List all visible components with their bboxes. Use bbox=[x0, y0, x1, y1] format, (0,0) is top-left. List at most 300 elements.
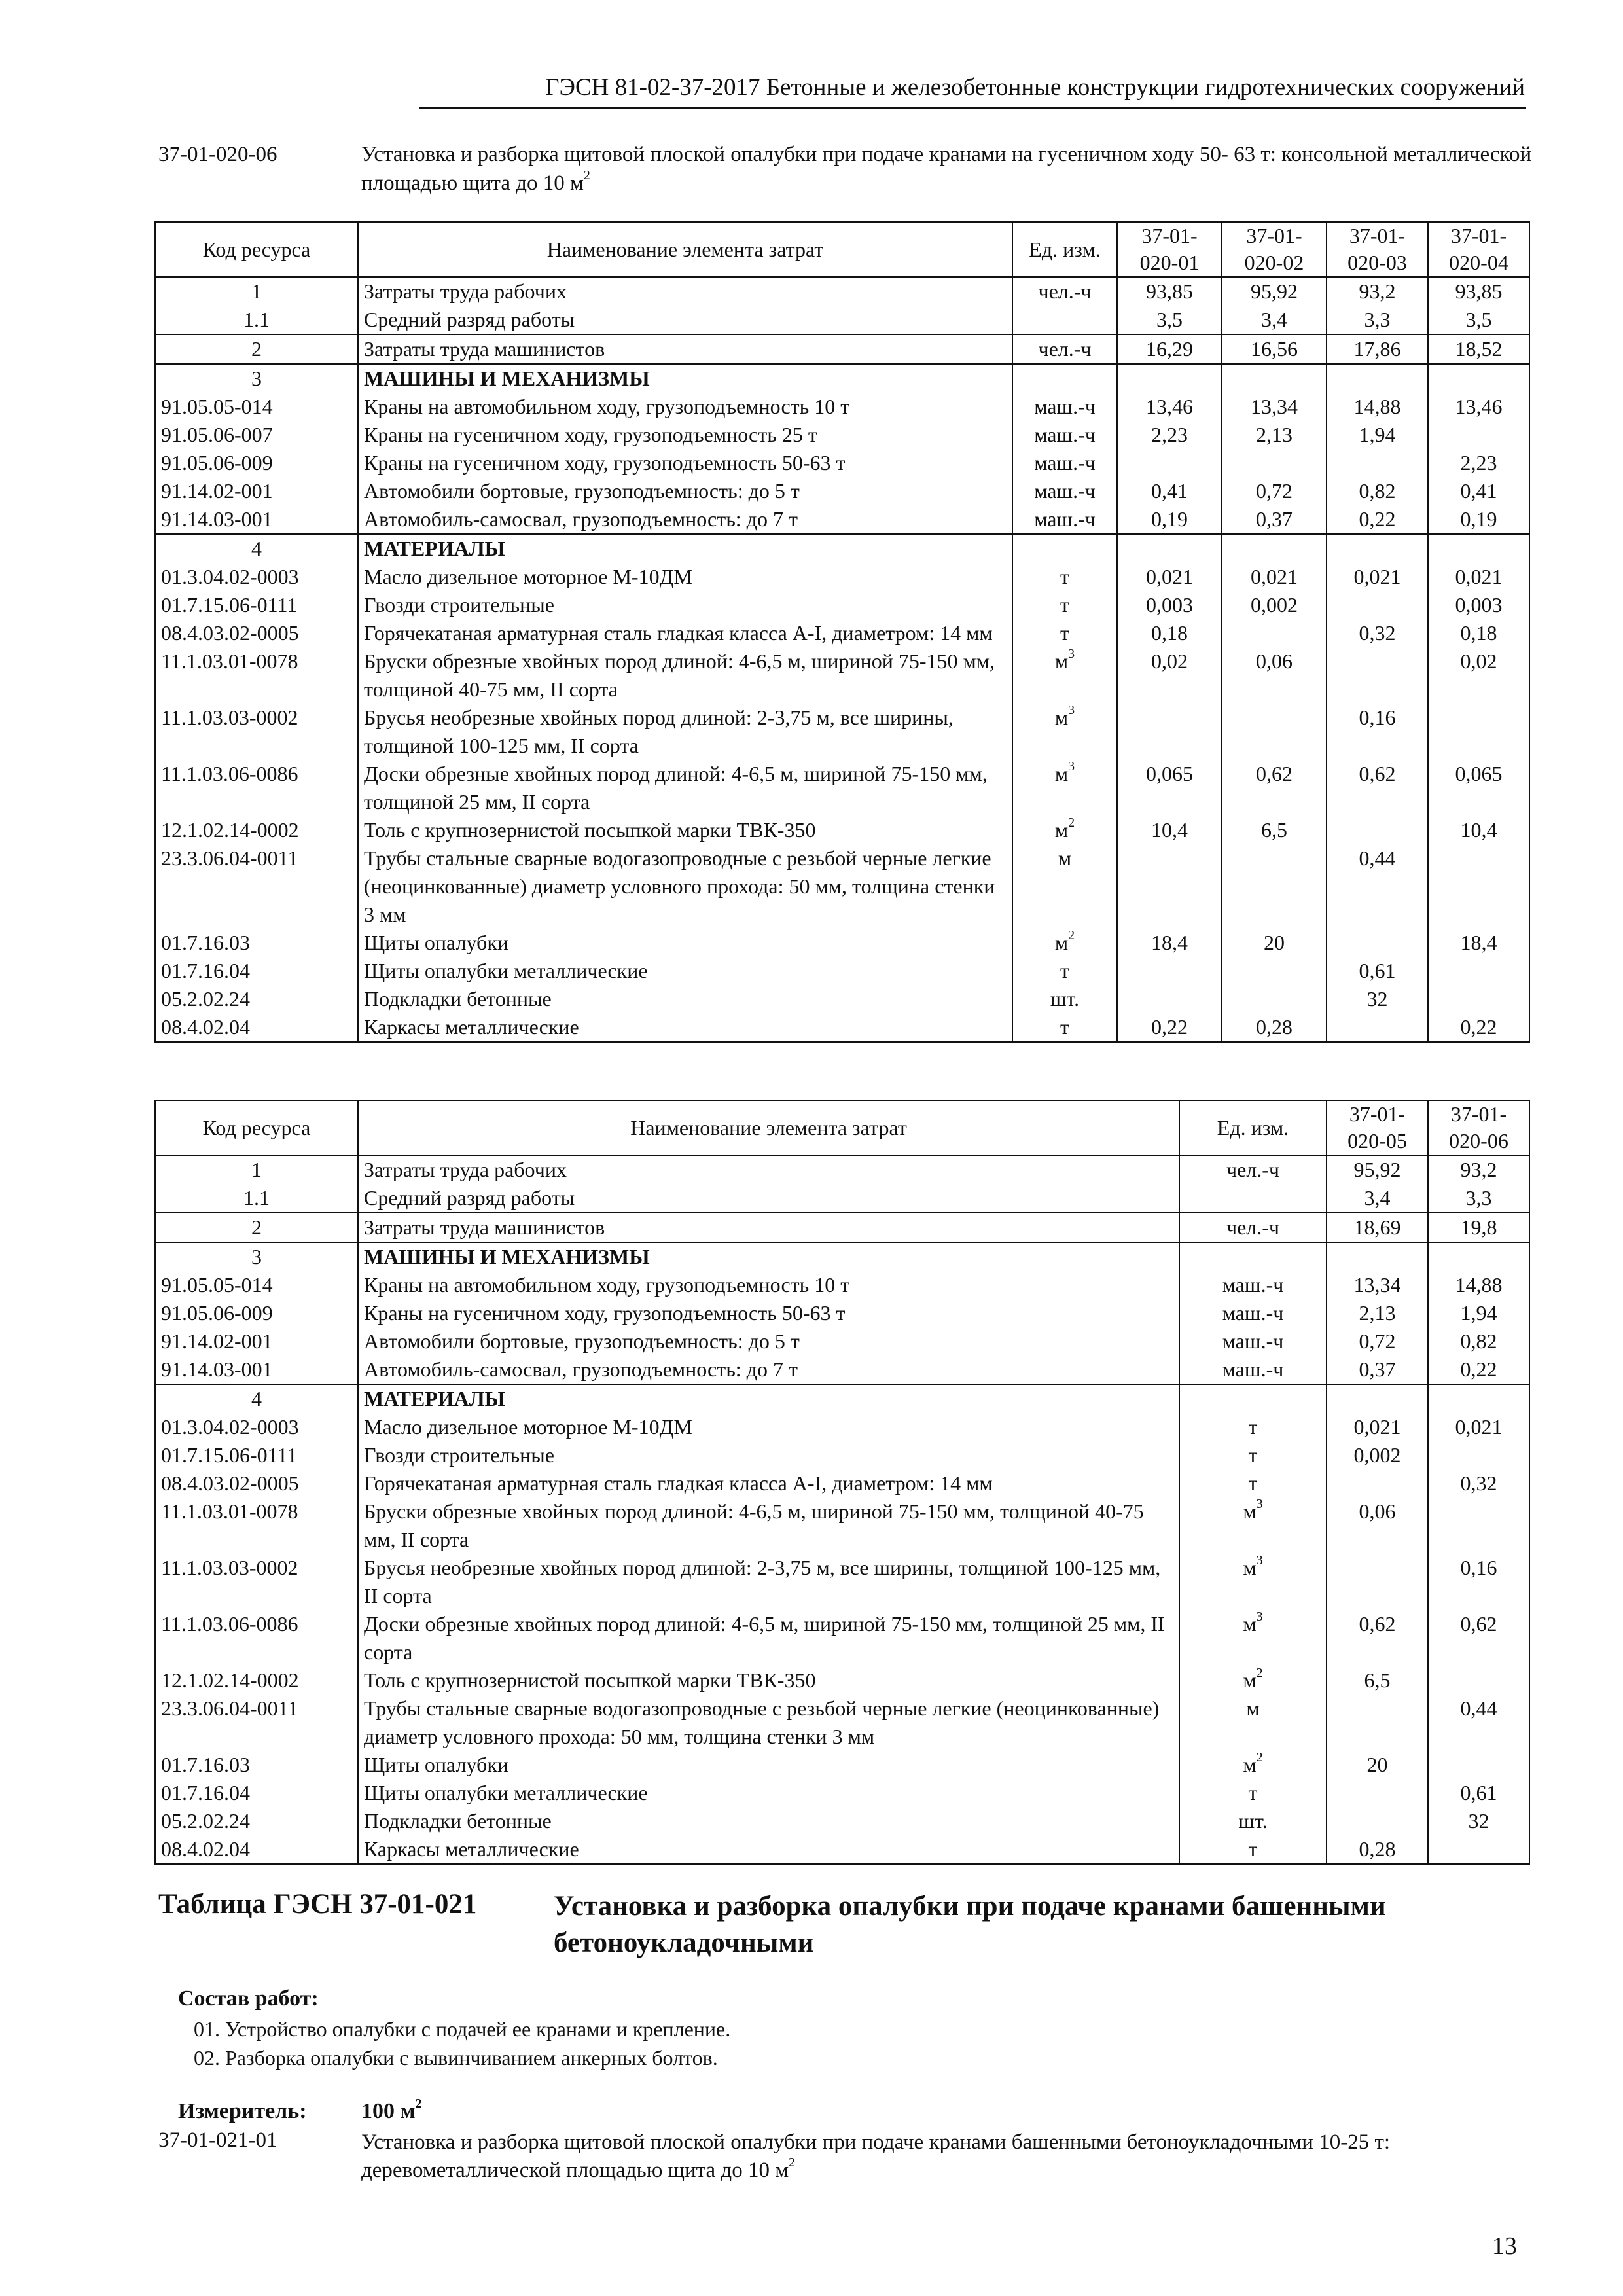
cell-value: 10,4 bbox=[1428, 816, 1529, 844]
unit-text: маш.-ч bbox=[1034, 451, 1096, 475]
cell-name: Затраты труда рабочих bbox=[358, 277, 1012, 306]
cell-unit bbox=[1012, 421, 1117, 449]
cell-code: 05.2.02.24 bbox=[155, 985, 358, 1013]
cell-name: Брусья необрезные хвойных пород длиной: 2-3,75 м, все ширины, толщиной 100-125 мм, II сорта bbox=[358, 1554, 1179, 1610]
header-name: Наименование элемента затрат bbox=[358, 1100, 1179, 1155]
unit-text: маш.-ч bbox=[1034, 479, 1096, 503]
cell-name: Горячекатаная арматурная сталь гладкая класса А-I, диаметром: 14 мм bbox=[358, 1469, 1179, 1498]
cell-value bbox=[1428, 957, 1529, 985]
cell-value: 0,22 bbox=[1327, 505, 1428, 534]
cell-name: Бруски обрезные хвойных пород длиной: 4-6,5 м, шириной 75-150 мм, толщиной 40-75 мм, II сорта bbox=[358, 1498, 1179, 1554]
table-header-row bbox=[155, 1100, 1529, 1155]
cell-value: 3,5 bbox=[1428, 306, 1529, 334]
cell-value: 13,46 bbox=[1428, 393, 1529, 421]
cell-code: 11.1.03.06-0086 bbox=[155, 760, 358, 816]
meter-value-text: 100 м bbox=[361, 2099, 416, 2123]
norm-code: 37-01-021-01 bbox=[158, 2128, 277, 2152]
cell-value bbox=[1222, 704, 1327, 760]
cell-name: Автомобили бортовые, грузоподъемность: до 5 т bbox=[358, 1327, 1179, 1355]
cell-unit bbox=[1012, 534, 1117, 563]
cell-value bbox=[1327, 1807, 1428, 1835]
unit-text: т bbox=[1248, 1781, 1258, 1804]
cell-value bbox=[1428, 1666, 1529, 1695]
cell-value: 10,4 bbox=[1117, 816, 1222, 844]
cell-value: 0,002 bbox=[1222, 591, 1327, 619]
cell-value bbox=[1327, 1554, 1428, 1610]
cell-value bbox=[1428, 1835, 1529, 1864]
cell-name: Автомобиль-самосвал, грузоподъемность: до 7 т bbox=[358, 505, 1012, 534]
cell-unit bbox=[1012, 277, 1117, 306]
cell-value: 3,3 bbox=[1327, 306, 1428, 334]
cell-value: 95,92 bbox=[1222, 277, 1327, 306]
works-list bbox=[194, 2015, 730, 2072]
table-row bbox=[155, 1242, 1529, 1271]
unit-text: м bbox=[1054, 931, 1069, 954]
cell-unit bbox=[1179, 1184, 1327, 1213]
cell-code: 23.3.06.04-0011 bbox=[155, 844, 358, 929]
table-row bbox=[155, 1213, 1529, 1242]
unit-text: маш.-ч bbox=[1034, 423, 1096, 446]
cell-unit bbox=[1012, 334, 1117, 364]
cell-value bbox=[1327, 816, 1428, 844]
cell-unit bbox=[1179, 1554, 1327, 1610]
table-row bbox=[155, 1299, 1529, 1327]
cell-value bbox=[1327, 647, 1428, 704]
cell-value: 6,5 bbox=[1222, 816, 1327, 844]
cell-value: 13,46 bbox=[1117, 393, 1222, 421]
unit-text: т bbox=[1248, 1837, 1258, 1861]
unit-text: м bbox=[1058, 846, 1072, 870]
cell-value bbox=[1117, 985, 1222, 1013]
cell-name bbox=[358, 364, 1012, 393]
cell-value: 0,06 bbox=[1222, 647, 1327, 704]
cell-value: 3,4 bbox=[1222, 306, 1327, 334]
cell-unit bbox=[1012, 760, 1117, 816]
table-row bbox=[155, 1666, 1529, 1695]
cell-name: Краны на автомобильном ходу, грузоподъемность 10 т bbox=[358, 393, 1012, 421]
unit-sup: 3 bbox=[1068, 703, 1075, 718]
cell-value: 0,18 bbox=[1117, 619, 1222, 647]
cell-code: 91.05.06-009 bbox=[155, 1299, 358, 1327]
works-label: Состав работ: bbox=[178, 1986, 319, 2011]
unit-text: т bbox=[1248, 1471, 1258, 1495]
cell-value: 0,021 bbox=[1117, 563, 1222, 591]
unit-text: т bbox=[1248, 1443, 1258, 1467]
cell-name: Бруски обрезные хвойных пород длиной: 4-6,5 м, шириной 75-150 мм, толщиной 40-75 мм, II сорта bbox=[358, 647, 1012, 704]
table-row bbox=[155, 563, 1529, 591]
cell-code: 11.1.03.01-0078 bbox=[155, 647, 358, 704]
cell-unit bbox=[1012, 306, 1117, 334]
cell-value bbox=[1327, 591, 1428, 619]
cell-value: 95,92 bbox=[1327, 1155, 1428, 1184]
cell-unit bbox=[1179, 1441, 1327, 1469]
cell-name: Брусья необрезные хвойных пород длиной: 2-3,75 м, все ширины, толщиной 100-125 мм, II сорта bbox=[358, 704, 1012, 760]
cell-unit bbox=[1012, 704, 1117, 760]
cell-value: 0,02 bbox=[1428, 647, 1529, 704]
cell-value bbox=[1327, 364, 1428, 393]
cell-name: Затраты труда рабочих bbox=[358, 1155, 1179, 1184]
unit-text: чел.-ч bbox=[1226, 1158, 1279, 1181]
header-col-1: 37-01-020-05 bbox=[1327, 1100, 1428, 1155]
cell-value bbox=[1428, 1384, 1529, 1413]
cell-value: 0,61 bbox=[1327, 957, 1428, 985]
cell-value: 0,16 bbox=[1327, 704, 1428, 760]
norm-description bbox=[361, 2128, 1533, 2185]
cell-name: Щиты опалубки bbox=[358, 1751, 1179, 1779]
unit-text: чел.-ч bbox=[1226, 1215, 1279, 1239]
cell-unit bbox=[1179, 1384, 1327, 1413]
cell-name bbox=[358, 534, 1012, 563]
cell-code: 91.14.02-001 bbox=[155, 1327, 358, 1355]
cell-name: Трубы стальные сварные водогазопроводные с резьбой черные легкие (неоцинкованные) диаметр условного прохода: 50 мм, толщина стенки 3 мм bbox=[358, 844, 1012, 929]
cell-unit bbox=[1179, 1355, 1327, 1384]
table-header-row bbox=[155, 222, 1529, 277]
cell-value bbox=[1222, 449, 1327, 477]
cell-unit bbox=[1179, 1610, 1327, 1666]
cell-name: Средний разряд работы bbox=[358, 1184, 1179, 1213]
cell-unit bbox=[1179, 1271, 1327, 1299]
unit-text: т bbox=[1060, 593, 1069, 617]
cell-unit bbox=[1179, 1779, 1327, 1807]
table-row bbox=[155, 364, 1529, 393]
header-rule bbox=[419, 107, 1526, 109]
cell-value bbox=[1117, 704, 1222, 760]
cell-value: 0,021 bbox=[1327, 563, 1428, 591]
intro-description-text: Установка и разборка щитовой плоской опалубки при подаче кранами на гусеничном ходу 50- 63 т: консольной металлической площадью щита до 10 м bbox=[361, 143, 1532, 195]
cell-value: 0,72 bbox=[1222, 477, 1327, 505]
table-row bbox=[155, 477, 1529, 505]
table-row bbox=[155, 1441, 1529, 1469]
unit-text: маш.-ч bbox=[1034, 395, 1096, 418]
unit-text: м bbox=[1246, 1696, 1260, 1720]
cell-value bbox=[1327, 1695, 1428, 1751]
cell-unit bbox=[1179, 1327, 1327, 1355]
cell-name: Затраты труда машинистов bbox=[358, 1213, 1179, 1242]
works-item: 02. Разборка опалубки с вывинчиванием анкерных болтов. bbox=[194, 2046, 718, 2070]
works-item: 01. Устройство опалубки с подачей ее кранами и крепление. bbox=[194, 2017, 731, 2041]
intro-description bbox=[361, 140, 1533, 198]
cell-code: 3 bbox=[155, 1242, 358, 1271]
table-row bbox=[155, 1779, 1529, 1807]
cell-value: 0,32 bbox=[1327, 619, 1428, 647]
cell-code: 08.4.02.04 bbox=[155, 1013, 358, 1042]
cell-name: Автомобиль-самосвал, грузоподъемность: до 7 т bbox=[358, 1355, 1179, 1384]
cell-value bbox=[1117, 364, 1222, 393]
table-row bbox=[155, 704, 1529, 760]
cell-value bbox=[1428, 534, 1529, 563]
unit-text: м bbox=[1054, 706, 1069, 729]
cell-name: Затраты труда машинистов bbox=[358, 334, 1012, 364]
unit-text: маш.-ч bbox=[1222, 1273, 1284, 1297]
cell-value: 16,29 bbox=[1117, 334, 1222, 364]
table-row bbox=[155, 1013, 1529, 1042]
unit-text: т bbox=[1060, 621, 1069, 645]
cell-value: 0,82 bbox=[1428, 1327, 1529, 1355]
cell-code: 1.1 bbox=[155, 306, 358, 334]
cell-value: 3,4 bbox=[1327, 1184, 1428, 1213]
cell-value: 0,44 bbox=[1327, 844, 1428, 929]
header-unit: Ед. изм. bbox=[1012, 222, 1117, 277]
norm-description-sup: 2 bbox=[789, 2155, 796, 2170]
cell-value: 0,62 bbox=[1428, 1610, 1529, 1666]
cell-name: Каркасы металлические bbox=[358, 1013, 1012, 1042]
cell-value: 20 bbox=[1222, 929, 1327, 957]
cell-name: Краны на автомобильном ходу, грузоподъемность 10 т bbox=[358, 1271, 1179, 1299]
cell-value bbox=[1222, 844, 1327, 929]
unit-sup: 3 bbox=[1068, 647, 1075, 662]
cell-name: Подкладки бетонные bbox=[358, 1807, 1179, 1835]
cell-value bbox=[1327, 1384, 1428, 1413]
cell-unit bbox=[1012, 844, 1117, 929]
section-title: Установка и разборка опалубки при подаче кранами башенными бетоноукладочными bbox=[554, 1891, 1386, 1958]
section-heading: МАШИНЫ И МЕХАНИЗМЫ bbox=[364, 1245, 650, 1268]
cell-code: 01.7.16.03 bbox=[155, 929, 358, 957]
table-row bbox=[155, 1155, 1529, 1184]
cell-value: 93,85 bbox=[1117, 277, 1222, 306]
cell-unit bbox=[1012, 477, 1117, 505]
meter-value-sup: 2 bbox=[415, 2096, 422, 2111]
cell-unit bbox=[1012, 985, 1117, 1013]
cell-value bbox=[1222, 619, 1327, 647]
cell-value: 0,22 bbox=[1117, 1013, 1222, 1042]
cell-code: 1.1 bbox=[155, 1184, 358, 1213]
cell-value bbox=[1327, 929, 1428, 957]
table-row bbox=[155, 1751, 1529, 1779]
meter-value bbox=[361, 2096, 422, 2124]
cell-value: 0,61 bbox=[1428, 1779, 1529, 1807]
cell-value: 16,56 bbox=[1222, 334, 1327, 364]
unit-text: маш.-ч bbox=[1222, 1301, 1284, 1325]
table-row bbox=[155, 1413, 1529, 1441]
cell-value: 0,62 bbox=[1327, 760, 1428, 816]
cell-name: Каркасы металлические bbox=[358, 1835, 1179, 1864]
unit-text: м bbox=[1054, 649, 1069, 673]
unit-text: маш.-ч bbox=[1222, 1329, 1284, 1353]
table-row bbox=[155, 1355, 1529, 1384]
cell-code: 01.7.16.04 bbox=[155, 957, 358, 985]
cell-value: 3,5 bbox=[1117, 306, 1222, 334]
cell-value bbox=[1222, 957, 1327, 985]
cell-unit bbox=[1179, 1695, 1327, 1751]
unit-sup: 2 bbox=[1068, 928, 1075, 943]
header-code: Код ресурса bbox=[155, 222, 358, 277]
cell-unit bbox=[1179, 1469, 1327, 1498]
header-col-2: 37-01-020-06 bbox=[1428, 1100, 1529, 1155]
table-row bbox=[155, 1610, 1529, 1666]
cell-value: 0,19 bbox=[1117, 505, 1222, 534]
table-row bbox=[155, 1469, 1529, 1498]
unit-sup: 3 bbox=[1256, 1497, 1263, 1512]
cell-code: 08.4.03.02-0005 bbox=[155, 1469, 358, 1498]
cell-value bbox=[1428, 1242, 1529, 1271]
cell-code: 08.4.03.02-0005 bbox=[155, 619, 358, 647]
cell-value: 19,8 bbox=[1428, 1213, 1529, 1242]
cell-unit bbox=[1012, 449, 1117, 477]
cell-value: 0,22 bbox=[1428, 1355, 1529, 1384]
cell-name: Щиты опалубки bbox=[358, 929, 1012, 957]
table-row bbox=[155, 534, 1529, 563]
unit-sup: 3 bbox=[1068, 759, 1075, 774]
unit-text: м bbox=[1054, 762, 1069, 785]
cell-value bbox=[1117, 844, 1222, 929]
cell-name: Гвозди строительные bbox=[358, 591, 1012, 619]
cell-code: 12.1.02.14-0002 bbox=[155, 816, 358, 844]
cell-unit bbox=[1012, 647, 1117, 704]
cell-code: 1 bbox=[155, 1155, 358, 1184]
cell-value: 3,3 bbox=[1428, 1184, 1529, 1213]
cell-code: 11.1.03.03-0002 bbox=[155, 1554, 358, 1610]
table-row bbox=[155, 1184, 1529, 1213]
cell-value: 0,065 bbox=[1428, 760, 1529, 816]
cell-value: 13,34 bbox=[1327, 1271, 1428, 1299]
cell-unit bbox=[1012, 957, 1117, 985]
cell-value: 0,22 bbox=[1428, 1013, 1529, 1042]
cell-value bbox=[1327, 1013, 1428, 1042]
unit-text: чел.-ч bbox=[1038, 279, 1092, 303]
cell-value: 0,16 bbox=[1428, 1554, 1529, 1610]
section-heading: МАШИНЫ И МЕХАНИЗМЫ bbox=[364, 367, 650, 390]
cell-value: 32 bbox=[1428, 1807, 1529, 1835]
cell-unit bbox=[1179, 1155, 1327, 1184]
cell-value: 0,72 bbox=[1327, 1327, 1428, 1355]
cell-value: 20 bbox=[1327, 1751, 1428, 1779]
cell-value bbox=[1428, 844, 1529, 929]
table-row bbox=[155, 957, 1529, 985]
cell-code: 11.1.03.03-0002 bbox=[155, 704, 358, 760]
section-heading: МАТЕРИАЛЫ bbox=[364, 537, 505, 560]
table-row bbox=[155, 277, 1529, 306]
unit-text: м bbox=[1243, 1612, 1257, 1636]
cell-unit bbox=[1012, 393, 1117, 421]
unit-text: т bbox=[1248, 1415, 1258, 1439]
cell-value bbox=[1117, 957, 1222, 985]
cell-unit bbox=[1179, 1807, 1327, 1835]
table-row bbox=[155, 844, 1529, 929]
cell-value: 0,32 bbox=[1428, 1469, 1529, 1498]
resource-table-1 bbox=[154, 221, 1530, 1043]
cell-value bbox=[1428, 1751, 1529, 1779]
header-name: Наименование элемента затрат bbox=[358, 222, 1012, 277]
header-unit: Ед. изм. bbox=[1179, 1100, 1327, 1155]
table-row bbox=[155, 816, 1529, 844]
cell-value: 1,94 bbox=[1428, 1299, 1529, 1327]
cell-value: 2,13 bbox=[1327, 1299, 1428, 1327]
cell-code: 91.14.03-001 bbox=[155, 505, 358, 534]
cell-value: 0,002 bbox=[1327, 1441, 1428, 1469]
cell-name: Щиты опалубки металлические bbox=[358, 957, 1012, 985]
table-row bbox=[155, 306, 1529, 334]
cell-value: 0,41 bbox=[1428, 477, 1529, 505]
cell-name: Доски обрезные хвойных пород длиной: 4-6,5 м, шириной 75-150 мм, толщиной 25 мм, II сорта bbox=[358, 760, 1012, 816]
intro-description-sup: 2 bbox=[583, 168, 590, 183]
table-row bbox=[155, 334, 1529, 364]
cell-unit bbox=[1179, 1242, 1327, 1271]
cell-code: 91.05.05-014 bbox=[155, 393, 358, 421]
cell-value: 0,82 bbox=[1327, 477, 1428, 505]
cell-name: Доски обрезные хвойных пород длиной: 4-6,5 м, шириной 75-150 мм, толщиной 25 мм, II сорта bbox=[358, 1610, 1179, 1666]
cell-value bbox=[1327, 1779, 1428, 1807]
cell-value: 1,94 bbox=[1327, 421, 1428, 449]
cell-value: 93,2 bbox=[1428, 1155, 1529, 1184]
table-row bbox=[155, 1384, 1529, 1413]
cell-code: 2 bbox=[155, 1213, 358, 1242]
cell-value: 0,003 bbox=[1428, 591, 1529, 619]
cell-unit bbox=[1179, 1299, 1327, 1327]
cell-name: Толь с крупнозернистой посыпкой марки ТВК-350 bbox=[358, 816, 1012, 844]
cell-value: 0,021 bbox=[1327, 1413, 1428, 1441]
cell-value bbox=[1222, 364, 1327, 393]
unit-text: т bbox=[1060, 959, 1069, 982]
cell-value: 0,003 bbox=[1117, 591, 1222, 619]
cell-unit bbox=[1012, 563, 1117, 591]
cell-code: 1 bbox=[155, 277, 358, 306]
table-row bbox=[155, 760, 1529, 816]
cell-unit bbox=[1012, 364, 1117, 393]
cell-value: 0,28 bbox=[1222, 1013, 1327, 1042]
cell-code: 12.1.02.14-0002 bbox=[155, 1666, 358, 1695]
cell-name: Толь с крупнозернистой посыпкой марки ТВК-350 bbox=[358, 1666, 1179, 1695]
cell-name: Краны на гусеничном ходу, грузоподъемность 25 т bbox=[358, 421, 1012, 449]
cell-value bbox=[1222, 985, 1327, 1013]
header-col-2: 37-01-020-02 bbox=[1222, 222, 1327, 277]
cell-code: 91.05.06-007 bbox=[155, 421, 358, 449]
cell-code: 91.05.06-009 bbox=[155, 449, 358, 477]
cell-value: 0,44 bbox=[1428, 1695, 1529, 1751]
header-col-3: 37-01-020-03 bbox=[1327, 222, 1428, 277]
section-table-label: Таблица ГЭСН 37-01-021 bbox=[158, 1889, 477, 1920]
table-row bbox=[155, 1271, 1529, 1299]
cell-value: 18,4 bbox=[1117, 929, 1222, 957]
cell-name bbox=[358, 1384, 1179, 1413]
page-number: 13 bbox=[1492, 2233, 1517, 2260]
cell-value bbox=[1222, 534, 1327, 563]
cell-value: 0,021 bbox=[1428, 1413, 1529, 1441]
cell-unit bbox=[1012, 619, 1117, 647]
cell-unit bbox=[1012, 505, 1117, 534]
cell-code: 91.14.02-001 bbox=[155, 477, 358, 505]
cell-code: 11.1.03.01-0078 bbox=[155, 1498, 358, 1554]
table-row bbox=[155, 505, 1529, 534]
cell-unit bbox=[1012, 1013, 1117, 1042]
cell-code: 4 bbox=[155, 1384, 358, 1413]
cell-value: 0,065 bbox=[1117, 760, 1222, 816]
unit-text: маш.-ч bbox=[1034, 507, 1096, 531]
cell-code: 4 bbox=[155, 534, 358, 563]
unit-text: чел.-ч bbox=[1038, 337, 1092, 361]
cell-code: 01.7.15.06-0111 bbox=[155, 591, 358, 619]
cell-name: Краны на гусеничном ходу, грузоподъемность 50-63 т bbox=[358, 449, 1012, 477]
cell-code: 11.1.03.06-0086 bbox=[155, 1610, 358, 1666]
cell-value bbox=[1327, 1242, 1428, 1271]
unit-text: м bbox=[1243, 1556, 1257, 1579]
table-row bbox=[155, 619, 1529, 647]
cell-value: 0,18 bbox=[1428, 619, 1529, 647]
cell-name: Масло дизельное моторное М-10ДМ bbox=[358, 1413, 1179, 1441]
cell-value: 18,4 bbox=[1428, 929, 1529, 957]
cell-unit bbox=[1179, 1413, 1327, 1441]
cell-value: 93,85 bbox=[1428, 277, 1529, 306]
table-row bbox=[155, 1498, 1529, 1554]
cell-value: 93,2 bbox=[1327, 277, 1428, 306]
table-row bbox=[155, 591, 1529, 619]
table-row bbox=[155, 1807, 1529, 1835]
cell-value bbox=[1428, 1441, 1529, 1469]
cell-unit bbox=[1179, 1666, 1327, 1695]
cell-code: 05.2.02.24 bbox=[155, 1807, 358, 1835]
cell-name: Автомобили бортовые, грузоподъемность: до 5 т bbox=[358, 477, 1012, 505]
table-row bbox=[155, 393, 1529, 421]
cell-value: 0,19 bbox=[1428, 505, 1529, 534]
